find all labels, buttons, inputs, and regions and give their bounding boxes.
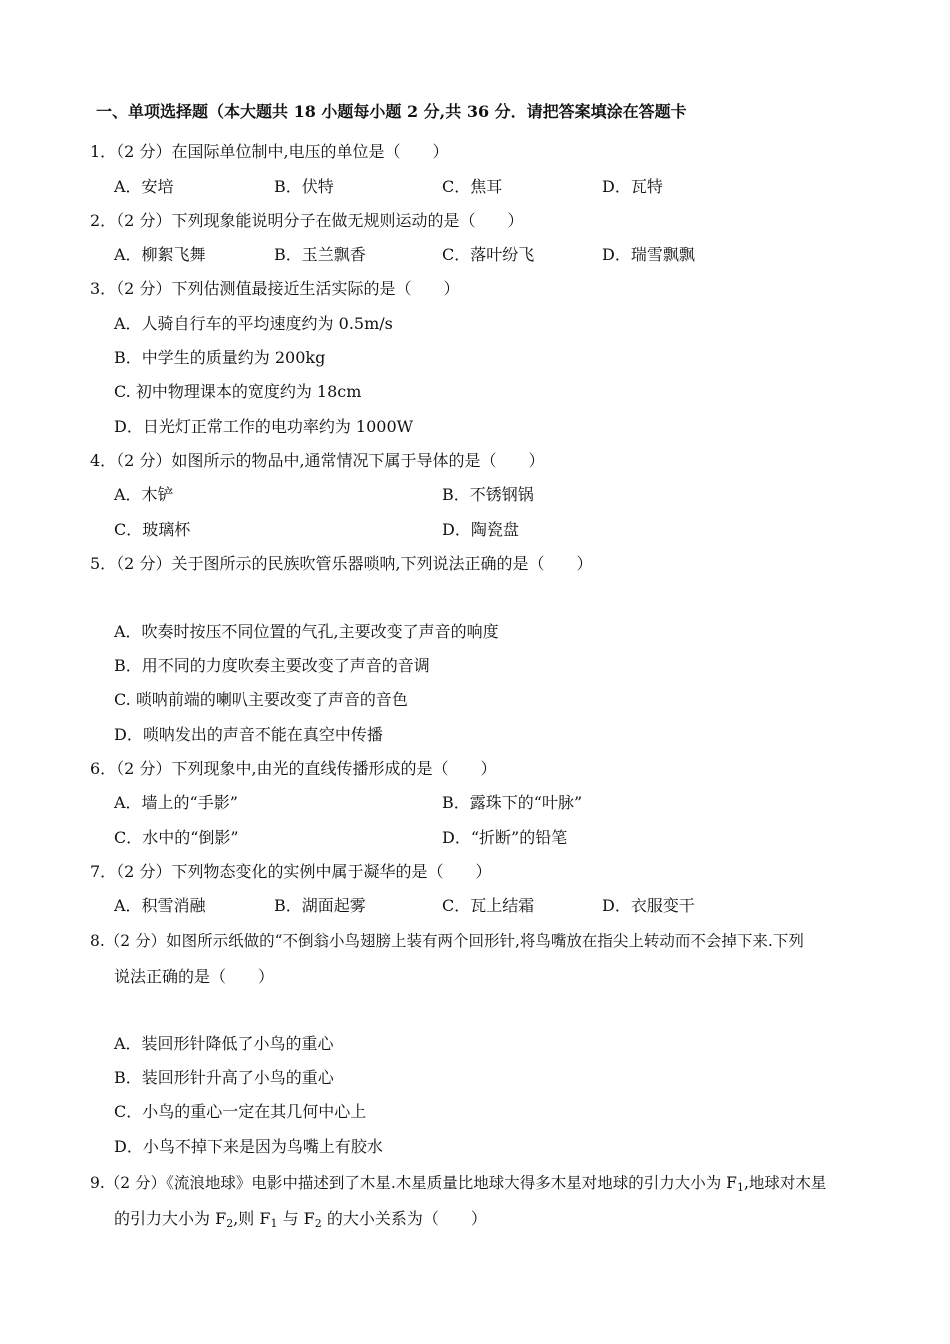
q7-option-c[interactable]: C．瓦上结霜 xyxy=(442,896,535,915)
q5-option-a[interactable]: A．吹奏时按压不同位置的气孔,主要改变了声音的响度 xyxy=(114,622,499,641)
q3-option-a[interactable]: A．人骑自行车的平均速度约为 0.5m/s xyxy=(114,314,393,333)
question-5-stem: 5．（2 分）关于图所示的民族吹管乐器唢呐,下列说法正确的是（ ） xyxy=(90,554,593,573)
question-2-stem: 2．（2 分）下列现象能说明分子在做无规则运动的是（ ） xyxy=(90,211,524,230)
q2-option-d[interactable]: D．瑞雪飘飘 xyxy=(602,245,695,264)
q3-option-b[interactable]: B．中学生的质量约为 200kg xyxy=(114,348,326,367)
q4-option-b[interactable]: B．不锈钢锅 xyxy=(442,485,534,504)
q8-option-c[interactable]: C．小鸟的重心一定在其几何中心上 xyxy=(114,1102,367,1121)
q5-option-c[interactable]: C. 唢呐前端的喇叭主要改变了声音的音色 xyxy=(114,690,408,709)
q2-option-a[interactable]: A．柳絮飞舞 xyxy=(114,245,206,264)
q1-option-d[interactable]: D．瓦特 xyxy=(602,177,663,196)
q6-option-a[interactable]: A．墙上的“手影” xyxy=(114,793,238,812)
question-6-stem: 6．（2 分）下列现象中,由光的直线传播形成的是（ ） xyxy=(90,759,497,778)
q5-option-d[interactable]: D．唢呐发出的声音不能在真空中传播 xyxy=(114,725,383,744)
q3-option-d[interactable]: D．日光灯正常工作的电功率约为 1000W xyxy=(114,417,414,436)
q8-option-a[interactable]: A．装回形针降低了小鸟的重心 xyxy=(114,1034,334,1053)
question-8-stem-line2: 说法正确的是（ ） xyxy=(114,967,275,986)
q2-option-b[interactable]: B．玉兰飘香 xyxy=(274,245,366,264)
q1-option-a[interactable]: A．安培 xyxy=(114,177,174,196)
question-8-stem-line1: 8.（2 分）如图所示纸做的“不倒翁小鸟翅膀上装有两个回形针,将鸟嘴放在指尖上转动而不会掉下来.下列 xyxy=(90,932,804,950)
q8-option-d[interactable]: D．小鸟不掉下来是因为鸟嘴上有胶水 xyxy=(114,1137,383,1156)
q6-option-c[interactable]: C．水中的“倒影” xyxy=(114,828,239,847)
q7-option-d[interactable]: D．衣服变干 xyxy=(602,896,695,915)
q1-option-b[interactable]: B．伏特 xyxy=(274,177,334,196)
question-1-stem: 1．（2 分）在国际单位制中,电压的单位是（ ） xyxy=(90,142,449,161)
q4-option-c[interactable]: C．玻璃杯 xyxy=(114,520,191,539)
q6-option-d[interactable]: D．“折断”的铅笔 xyxy=(442,828,568,847)
q3-option-c[interactable]: C. 初中物理课本的宽度约为 18cm xyxy=(114,382,362,401)
question-3-stem: 3．（2 分）下列估测值最接近生活实际的是（ ） xyxy=(90,279,460,298)
question-9-stem-line2: 的引力大小为 $F_2$,则 $F_1$ 与 $F_2$ 的大小关系为（ ） xyxy=(114,1209,487,1230)
q4-option-d[interactable]: D．陶瓷盘 xyxy=(442,520,519,539)
q8-option-b[interactable]: B．装回形针升高了小鸟的重心 xyxy=(114,1068,334,1087)
q5-option-b[interactable]: B．用不同的力度吹奏主要改变了声音的音调 xyxy=(114,656,430,675)
question-9-stem-line1: 9.（2 分）《流浪地球》电影中描述到了木星.木星质量比地球大得多木星对地球的引力大小为 $F_1$,地球对木星 xyxy=(90,1174,827,1194)
q7-option-b[interactable]: B．湖面起雾 xyxy=(274,896,366,915)
q1-option-c[interactable]: C．焦耳 xyxy=(442,177,503,196)
q7-option-a[interactable]: A．积雪消融 xyxy=(114,896,206,915)
q2-option-c[interactable]: C．落叶纷飞 xyxy=(442,245,535,264)
q4-option-a[interactable]: A．木铲 xyxy=(114,485,174,504)
section-title: 一、单项选择题（本大题共 18 小题每小题 2 分,共 36 分．请把答案填涂在答题卡 xyxy=(96,102,687,121)
q6-option-b[interactable]: B．露珠下的“叶脉” xyxy=(442,793,583,812)
question-4-stem: 4．（2 分）如图所示的物品中,通常情况下属于导体的是（ ） xyxy=(90,451,545,470)
question-7-stem: 7．（2 分）下列物态变化的实例中属于凝华的是（ ） xyxy=(90,862,492,881)
